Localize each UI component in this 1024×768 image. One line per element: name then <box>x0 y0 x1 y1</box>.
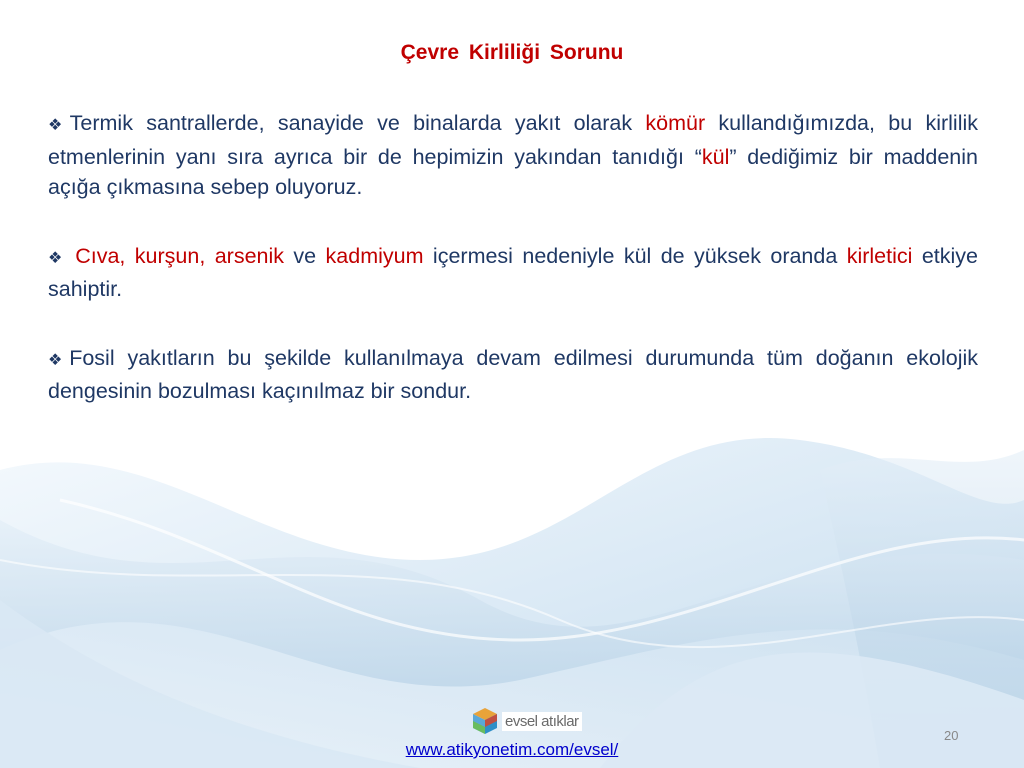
cube-logo-icon <box>472 707 498 735</box>
highlight-heavy-metals: Cıva, kurşun, arsenik <box>75 243 285 268</box>
highlight-kul: kül <box>701 144 730 169</box>
logo-text: evsel atıklar <box>502 712 582 731</box>
paragraph-text: etkiye sahiptir. <box>48 243 978 301</box>
paragraph-text: içermesi nedeniyle kül de yüksek oranda <box>423 243 847 268</box>
paragraph-text: Termik santrallerde, sanayide ve binalarda yakıt olarak <box>69 111 646 135</box>
slide-title: Çevre Kirliliği Sorunu <box>400 41 624 64</box>
paragraph-text: Fosil yakıtların bu şekilde kullanılmaya devam edilmesi durumunda tüm doğanın ekolojik dengesinin bozulması kaçınılmaz bir sondur. <box>48 345 979 403</box>
paragraph-text: kullandığımızda, bu kirlilik etmenlerinin yanı sıra ayrıca bir de hepimizin yakından tanıdığı “ <box>48 111 979 169</box>
bullet-paragraph-1 <box>48 108 978 203</box>
diamond-bullet-icon: ❖ <box>48 117 70 134</box>
evsel-atiklar-logo <box>472 706 582 736</box>
bullet-paragraph-2 <box>48 241 978 305</box>
slide-body <box>48 108 978 445</box>
paragraph-text: ve <box>284 243 326 268</box>
website-link[interactable]: www.atikyonetim.com/evsel/ <box>405 740 619 759</box>
bullet-paragraph-3 <box>48 343 978 407</box>
page-number: 20 <box>944 728 959 743</box>
diamond-bullet-icon: ❖ <box>48 249 66 267</box>
paragraph-text <box>66 244 75 268</box>
paragraph-text: ” dediğimiz bir maddenin açığa çıkmasına sebep oluyoruz. <box>48 144 978 199</box>
highlight-kadmiyum: kadmiyum <box>325 243 424 268</box>
diamond-bullet-icon: ❖ <box>48 351 70 369</box>
highlight-kirletici: kirletici <box>846 243 913 268</box>
highlight-komur: kömür <box>645 111 706 135</box>
